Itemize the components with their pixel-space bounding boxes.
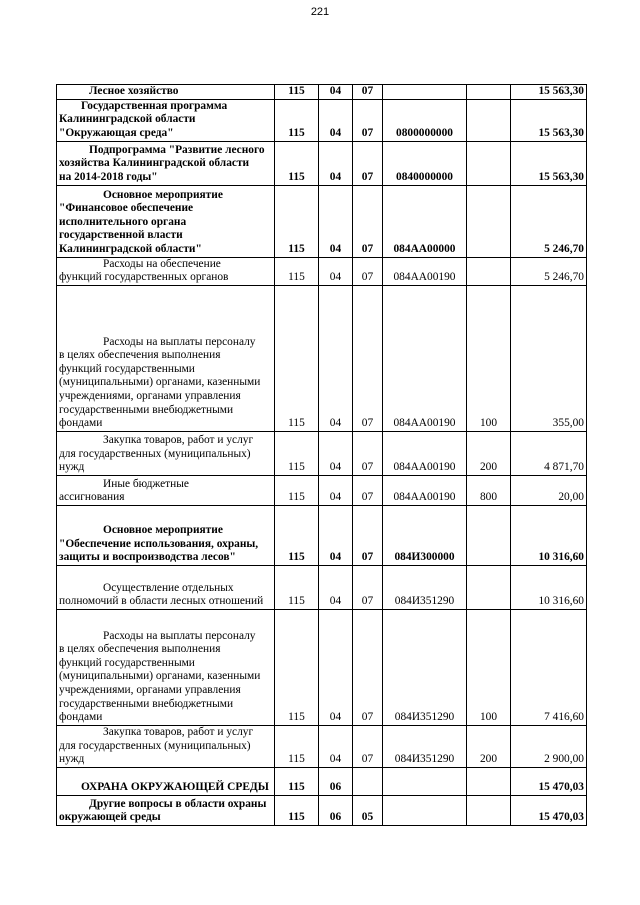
section-cell: 04	[319, 505, 353, 565]
row-name-line: Другие вопросы в области охраны	[89, 797, 267, 810]
amount-cell: 7 416,60	[511, 609, 587, 725]
target-article-cell	[383, 795, 467, 825]
expense-type-cell	[467, 767, 511, 795]
row-name-line: фондами	[59, 417, 103, 430]
row-name-line: учреждениями, органами управления	[59, 390, 241, 402]
target-article-cell	[383, 767, 467, 795]
row-name-line: государственными внебюджетными	[59, 697, 234, 710]
row-name-line: окружающей среды	[59, 811, 161, 824]
subsection-cell: 07	[353, 285, 383, 431]
expense-type-cell: 200	[467, 725, 511, 767]
table-row	[57, 85, 587, 100]
row-name-cell	[57, 565, 275, 609]
subsection-cell: 07	[353, 565, 383, 609]
section-cell: 06	[319, 767, 353, 795]
row-name-line: в целях обеспечения выполнения	[59, 349, 221, 362]
code-cell: 115	[275, 475, 319, 505]
row-name-cell	[57, 85, 275, 100]
table-row	[57, 505, 587, 565]
row-name-line: Лесное хозяйство	[89, 85, 179, 97]
row-name-cell	[57, 767, 275, 795]
amount-cell: 5 246,70	[511, 257, 587, 285]
row-name-line: функций государственных органов	[59, 271, 229, 284]
row-name-line: ассигнования	[59, 491, 125, 504]
code-cell: 115	[275, 431, 319, 475]
row-name-line: для государственных (муниципальных)	[59, 739, 251, 752]
section-cell: 04	[319, 257, 353, 285]
subsection-cell: 07	[353, 85, 383, 100]
target-article-cell: 0800000000	[383, 99, 467, 141]
amount-cell: 10 316,60	[511, 505, 587, 565]
row-name-cell	[57, 609, 275, 725]
row-name-line: защиты и воспроизводства лесов"	[59, 551, 236, 564]
row-name-cell	[57, 285, 275, 431]
amount-cell: 15 563,30	[511, 141, 587, 185]
row-name-cell	[57, 141, 275, 185]
code-cell: 115	[275, 795, 319, 825]
expense-type-cell: 100	[467, 609, 511, 725]
subsection-cell: 07	[353, 475, 383, 505]
target-article-cell: 084И351290	[383, 609, 467, 725]
row-name-line: Государственная программа	[81, 99, 228, 112]
row-name-line: для государственных (муниципальных)	[59, 447, 251, 460]
amount-cell: 15 470,03	[511, 767, 587, 795]
subsection-cell: 07	[353, 725, 383, 767]
table-row	[57, 141, 587, 185]
target-article-cell: 084И300000	[383, 505, 467, 565]
expense-type-cell: 100	[467, 285, 511, 431]
section-cell: 04	[319, 565, 353, 609]
section-cell: 04	[319, 99, 353, 141]
section-cell: 04	[319, 185, 353, 257]
row-name-cell	[57, 99, 275, 141]
target-article-cell: 084АА00190	[383, 257, 467, 285]
section-cell: 04	[319, 85, 353, 100]
row-name-line: нужд	[59, 461, 85, 474]
code-cell: 115	[275, 505, 319, 565]
code-cell: 115	[275, 609, 319, 725]
row-name-line: Расходы на выплаты персоналу	[103, 335, 256, 348]
row-name-line: в целях обеспечения выполнения	[59, 643, 221, 656]
expense-type-cell: 200	[467, 431, 511, 475]
row-name-line: (муниципальными) органами, казенными	[59, 670, 261, 683]
amount-cell: 15 563,30	[511, 99, 587, 141]
row-name-line: нужд	[59, 753, 85, 766]
subsection-cell: 07	[353, 99, 383, 141]
subsection-cell: 07	[353, 609, 383, 725]
expense-type-cell	[467, 99, 511, 141]
row-name-line: Основное мероприятие	[103, 524, 223, 536]
row-name-line: "Окружающая среда"	[59, 127, 174, 139]
table-row	[57, 285, 587, 431]
target-article-cell: 084И351290	[383, 725, 467, 767]
table-row	[57, 795, 587, 825]
row-name-line: (муниципальными) органами, казенными	[59, 376, 261, 389]
subsection-cell: 07	[353, 505, 383, 565]
amount-cell: 5 246,70	[511, 185, 587, 257]
expense-type-cell	[467, 85, 511, 100]
section-cell: 04	[319, 285, 353, 431]
row-name-line: Калининградской области	[59, 113, 196, 126]
code-cell: 115	[275, 85, 319, 100]
row-name-line: "Финансовое обеспечение	[59, 202, 194, 215]
expense-type-cell	[467, 257, 511, 285]
table-row	[57, 475, 587, 505]
section-cell: 04	[319, 609, 353, 725]
subsection-cell: 07	[353, 431, 383, 475]
row-name-line: ОХРАНА ОКРУЖАЮЩЕЙ СРЕДЫ	[81, 781, 269, 794]
code-cell: 115	[275, 141, 319, 185]
row-name-line: Основное мероприятие	[103, 188, 223, 201]
row-name-line: на 2014-2018 годы"	[59, 171, 158, 183]
section-cell: 06	[319, 795, 353, 825]
code-cell: 115	[275, 565, 319, 609]
row-name-line: функций государственными	[59, 362, 195, 375]
subsection-cell: 05	[353, 795, 383, 825]
expense-type-cell	[467, 565, 511, 609]
row-name-cell	[57, 795, 275, 825]
row-name-line: полномочий в области лесных отношений	[59, 595, 264, 608]
row-name-line: функций государственными	[59, 656, 195, 669]
row-name-cell	[57, 257, 275, 285]
row-name-line: Иные бюджетные	[103, 477, 189, 490]
target-article-cell: 084АА00190	[383, 431, 467, 475]
row-name-line: государственными внебюджетными	[59, 403, 234, 416]
subsection-cell	[353, 767, 383, 795]
budget-table	[56, 84, 587, 826]
code-cell: 115	[275, 99, 319, 141]
row-name-line: хозяйства Калининградской области	[59, 157, 250, 170]
row-name-line: Закупка товаров, работ и услуг	[103, 434, 254, 446]
target-article-cell: 084АА00190	[383, 285, 467, 431]
table-row	[57, 565, 587, 609]
table-row	[57, 609, 587, 725]
table-row	[57, 185, 587, 257]
amount-cell: 2 900,00	[511, 725, 587, 767]
table-row	[57, 257, 587, 285]
row-name-line: фондами	[59, 711, 103, 724]
row-name-line: "Обеспечение использования, охраны,	[59, 537, 259, 550]
subsection-cell: 07	[353, 257, 383, 285]
expense-type-cell	[467, 185, 511, 257]
expense-type-cell	[467, 141, 511, 185]
code-cell: 115	[275, 285, 319, 431]
code-cell: 115	[275, 725, 319, 767]
table-row	[57, 767, 587, 795]
target-article-cell: 084АА00000	[383, 185, 467, 257]
target-article-cell: 084АА00190	[383, 475, 467, 505]
row-name-line: Подпрограмма "Развитие лесного	[89, 143, 265, 156]
subsection-cell: 07	[353, 141, 383, 185]
row-name-line: Расходы на выплаты персоналу	[103, 629, 256, 642]
expense-type-cell	[467, 505, 511, 565]
amount-cell: 10 316,60	[511, 565, 587, 609]
amount-cell: 20,00	[511, 475, 587, 505]
section-cell: 04	[319, 725, 353, 767]
row-name-line: государственной власти	[59, 229, 183, 242]
section-cell: 04	[319, 475, 353, 505]
expense-type-cell: 800	[467, 475, 511, 505]
section-cell: 04	[319, 431, 353, 475]
row-name-line: Расходы на обеспечение	[103, 257, 221, 270]
code-cell: 115	[275, 257, 319, 285]
subsection-cell: 07	[353, 185, 383, 257]
table-row	[57, 725, 587, 767]
code-cell: 115	[275, 767, 319, 795]
row-name-cell	[57, 505, 275, 565]
amount-cell: 15 470,03	[511, 795, 587, 825]
section-cell: 04	[319, 141, 353, 185]
target-article-cell	[383, 85, 467, 100]
row-name-line: Закупка товаров, работ и услуг	[103, 726, 254, 738]
row-name-line: Калининградской области"	[59, 243, 202, 255]
amount-cell: 4 871,70	[511, 431, 587, 475]
row-name-line: учреждениями, органами управления	[59, 684, 241, 696]
row-name-line: исполнительного органа	[59, 215, 187, 228]
row-name-cell	[57, 725, 275, 767]
amount-cell: 15 563,30	[511, 85, 587, 100]
amount-cell: 355,00	[511, 285, 587, 431]
expense-type-cell	[467, 795, 511, 825]
target-article-cell: 084И351290	[383, 565, 467, 609]
budget-table-body	[57, 85, 587, 826]
table-row	[57, 431, 587, 475]
code-cell: 115	[275, 185, 319, 257]
row-name-cell	[57, 475, 275, 505]
target-article-cell: 0840000000	[383, 141, 467, 185]
row-name-cell	[57, 431, 275, 475]
row-name-line: Осуществление отдельных	[103, 581, 234, 594]
page-number: 221	[310, 6, 330, 18]
row-name-cell	[57, 185, 275, 257]
table-row	[57, 99, 587, 141]
